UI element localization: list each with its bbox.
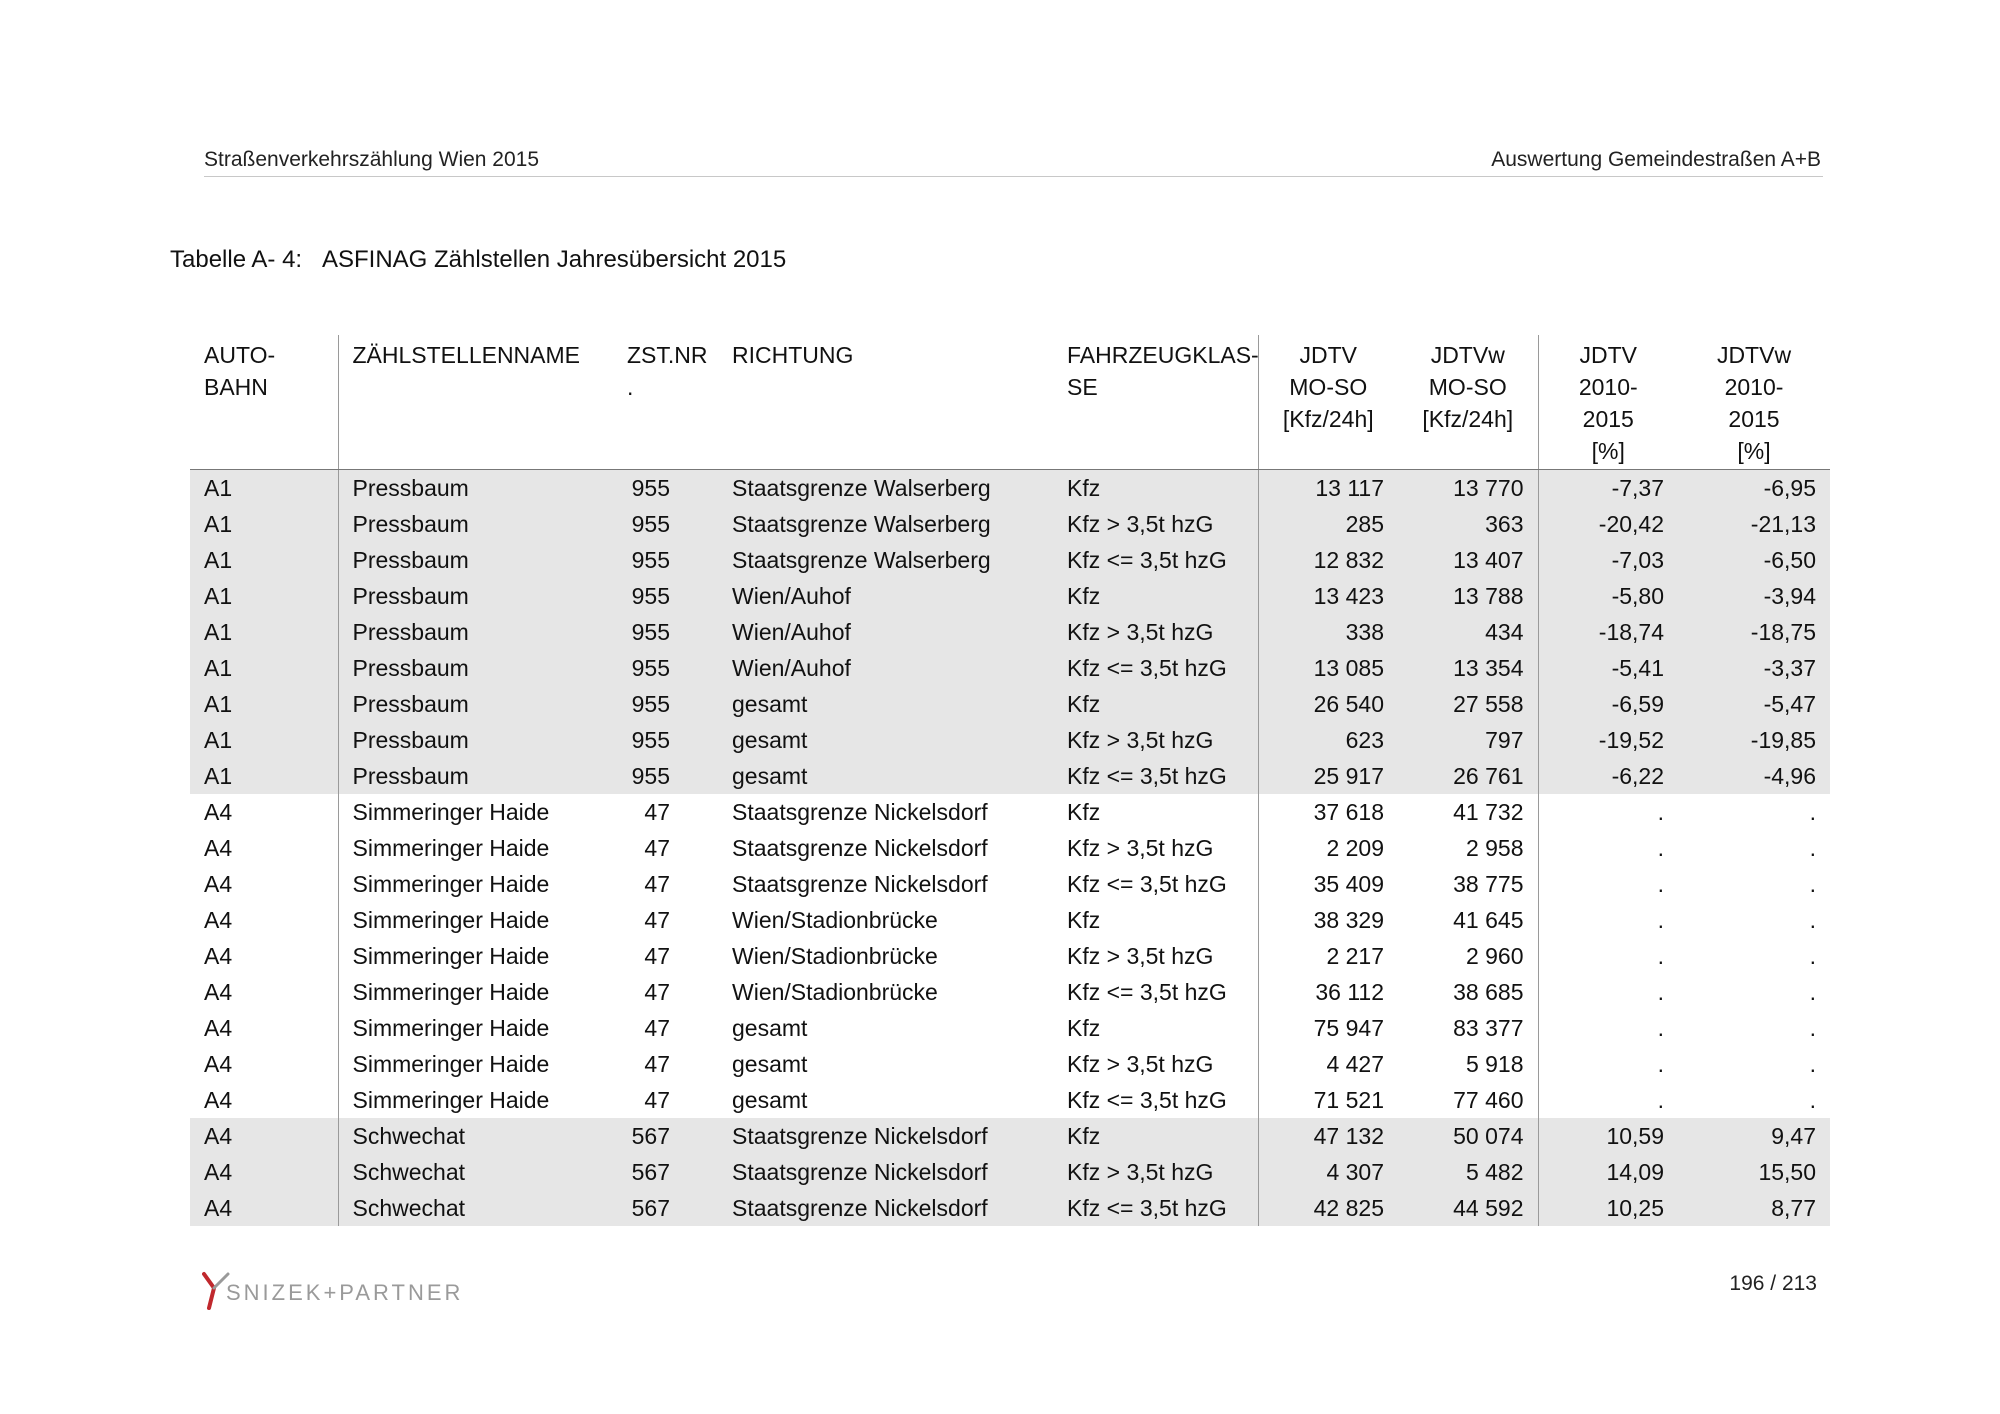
cell-jdtvw-change: -6,95 bbox=[1678, 470, 1830, 507]
cell-richtung: Staatsgrenze Walserberg bbox=[718, 506, 1053, 542]
cell-fahrzeugklasse: Kfz bbox=[1053, 686, 1258, 722]
cell-fahrzeugklasse: Kfz > 3,5t hzG bbox=[1053, 1154, 1258, 1190]
table-row bbox=[190, 866, 1830, 902]
cell-zst-nr: 47 bbox=[644, 978, 670, 1005]
cell-zaehlstelle: Simmeringer Haide bbox=[338, 938, 613, 974]
table-header-row bbox=[190, 335, 1830, 470]
cell-jdtv-change: -7,03 bbox=[1538, 542, 1678, 578]
cell-jdtv-change: -6,59 bbox=[1538, 686, 1678, 722]
table-caption bbox=[170, 246, 786, 274]
cell-jdtvw-change: -3,94 bbox=[1678, 578, 1830, 614]
cell-jdtvw: 13 407 bbox=[1398, 542, 1538, 578]
cell-jdtv-change: . bbox=[1538, 1010, 1678, 1046]
cell-jdtvw: 13 770 bbox=[1398, 470, 1538, 507]
cell-jdtv: 2 209 bbox=[1258, 830, 1398, 866]
cell-jdtvw-change: 15,50 bbox=[1678, 1154, 1830, 1190]
cell-jdtv: 75 947 bbox=[1258, 1010, 1398, 1046]
cell-richtung: Wien/Stadionbrücke bbox=[732, 978, 938, 1005]
cell-fahrzeugklasse: Kfz bbox=[1053, 578, 1258, 614]
cell-zst-nr: 955 bbox=[613, 650, 718, 686]
cell-fahrzeugklasse: Kfz bbox=[1067, 1014, 1101, 1041]
cell-jdtvw-change: . bbox=[1809, 798, 1816, 825]
cell-jdtv: 25 917 bbox=[1258, 758, 1398, 794]
col-header-autobahn: AUTO- BAHN bbox=[190, 335, 338, 470]
table-row bbox=[190, 614, 1830, 650]
cell-jdtvw: 363 bbox=[1398, 506, 1538, 542]
cell-autobahn: A1 bbox=[190, 650, 338, 686]
cell-jdtv-change: -6,22 bbox=[1538, 758, 1678, 794]
cell-autobahn: A4 bbox=[190, 1154, 338, 1190]
header-divider bbox=[204, 176, 1823, 177]
cell-jdtvw-change: -6,50 bbox=[1678, 542, 1830, 578]
table-row bbox=[190, 578, 1830, 614]
cell-jdtvw-change: -4,96 bbox=[1678, 758, 1830, 794]
table-caption-label: Tabelle A- 4: bbox=[170, 246, 303, 273]
table-row bbox=[190, 758, 1830, 794]
cell-richtung: gesamt bbox=[718, 758, 1053, 794]
col-header-richtung: RICHTUNG bbox=[718, 335, 1053, 470]
cell-zaehlstelle: Pressbaum bbox=[338, 758, 613, 794]
cell-jdtv: 285 bbox=[1258, 506, 1398, 542]
cell-jdtv-change: . bbox=[1538, 1082, 1678, 1118]
cell-jdtv: 71 521 bbox=[1258, 1082, 1398, 1118]
cell-richtung: gesamt bbox=[732, 1086, 808, 1113]
cell-jdtv-change: . bbox=[1538, 902, 1678, 938]
cell-zaehlstelle: Pressbaum bbox=[338, 578, 613, 614]
cell-richtung: Wien/Auhof bbox=[718, 650, 1053, 686]
cell-richtung: Staatsgrenze Walserberg bbox=[718, 542, 1053, 578]
cell-zst-nr: 47 bbox=[644, 1050, 670, 1077]
cell-zaehlstelle: Simmeringer Haide bbox=[338, 866, 613, 902]
cell-jdtvw-change: . bbox=[1809, 1014, 1816, 1041]
cell-jdtvw: 38 775 bbox=[1453, 870, 1524, 897]
cell-fahrzeugklasse: Kfz <= 3,5t hzG bbox=[1053, 542, 1258, 578]
traffic-count-table bbox=[190, 335, 1830, 1226]
cell-zaehlstelle: Pressbaum bbox=[338, 722, 613, 758]
cell-zaehlstelle: Pressbaum bbox=[338, 542, 613, 578]
cell-autobahn: A4 bbox=[204, 942, 233, 969]
cell-jdtvw-change: . bbox=[1809, 1086, 1816, 1113]
cell-jdtvw: 13 354 bbox=[1398, 650, 1538, 686]
cell-jdtvw-change: -5,47 bbox=[1678, 686, 1830, 722]
cell-zst-nr: 567 bbox=[613, 1190, 718, 1226]
cell-fahrzeugklasse: Kfz bbox=[1053, 470, 1258, 507]
cell-autobahn: A4 bbox=[204, 1050, 233, 1077]
logo-wordmark: SNIZEK+PARTNER bbox=[226, 1280, 464, 1305]
cell-jdtv-change: 14,09 bbox=[1538, 1154, 1678, 1190]
cell-jdtvw-change: . bbox=[1809, 906, 1816, 933]
cell-jdtv-change: -7,37 bbox=[1538, 470, 1678, 507]
cell-zst-nr: 47 bbox=[644, 906, 670, 933]
cell-richtung: Staatsgrenze Walserberg bbox=[718, 470, 1053, 507]
cell-jdtv: 35 409 bbox=[1258, 866, 1398, 902]
cell-zst-nr: 955 bbox=[613, 470, 718, 507]
cell-jdtvw-change: -3,37 bbox=[1678, 650, 1830, 686]
cell-jdtv: 38 329 bbox=[1258, 902, 1398, 938]
cell-jdtvw: 5 482 bbox=[1398, 1154, 1538, 1190]
cell-autobahn: A1 bbox=[190, 542, 338, 578]
cell-zst-nr: 955 bbox=[613, 758, 718, 794]
cell-fahrzeugklasse: Kfz > 3,5t hzG bbox=[1053, 506, 1258, 542]
cell-zst-nr: 955 bbox=[613, 686, 718, 722]
cell-zaehlstelle: Simmeringer Haide bbox=[338, 902, 613, 938]
cell-zst-nr: 47 bbox=[644, 1086, 670, 1113]
running-header-right: Auswertung Gemeindestraßen A+B bbox=[1491, 148, 1821, 171]
cell-jdtv: 47 132 bbox=[1258, 1118, 1398, 1154]
cell-zaehlstelle: Pressbaum bbox=[338, 650, 613, 686]
col-header-zaehlstellenname: ZÄHLSTELLENNAME bbox=[338, 335, 613, 470]
col-header-zst-nr: ZST.NR . bbox=[613, 335, 718, 470]
cell-jdtv: 42 825 bbox=[1258, 1190, 1398, 1226]
cell-jdtvw: 41 732 bbox=[1453, 798, 1524, 825]
cell-zst-nr: 47 bbox=[644, 834, 670, 861]
cell-zst-nr: 567 bbox=[613, 1154, 718, 1190]
table-body bbox=[190, 470, 1830, 1227]
cell-richtung: Staatsgrenze Nickelsdorf bbox=[732, 834, 988, 861]
table-row bbox=[190, 650, 1830, 686]
cell-richtung: gesamt bbox=[732, 1050, 808, 1077]
cell-jdtvw-change: . bbox=[1809, 834, 1816, 861]
cell-zaehlstelle: Simmeringer Haide bbox=[338, 794, 613, 830]
cell-richtung: Staatsgrenze Nickelsdorf bbox=[718, 1190, 1053, 1226]
cell-autobahn: A4 bbox=[204, 906, 233, 933]
cell-jdtv: 13 085 bbox=[1258, 650, 1398, 686]
cell-fahrzeugklasse: Kfz <= 3,5t hzG bbox=[1067, 870, 1227, 897]
cell-jdtv-change: . bbox=[1538, 866, 1678, 902]
table-row bbox=[190, 506, 1830, 542]
cell-jdtvw: 27 558 bbox=[1398, 686, 1538, 722]
cell-jdtvw: 50 074 bbox=[1398, 1118, 1538, 1154]
table-row bbox=[190, 1154, 1830, 1190]
cell-autobahn: A4 bbox=[204, 1014, 233, 1041]
cell-fahrzeugklasse: Kfz > 3,5t hzG bbox=[1053, 722, 1258, 758]
cell-zst-nr: 955 bbox=[613, 542, 718, 578]
page-number: 196 / 213 bbox=[1729, 1272, 1817, 1295]
cell-autobahn: A1 bbox=[190, 614, 338, 650]
cell-jdtv: 37 618 bbox=[1258, 794, 1398, 830]
cell-fahrzeugklasse: Kfz <= 3,5t hzG bbox=[1053, 650, 1258, 686]
cell-jdtv: 623 bbox=[1258, 722, 1398, 758]
cell-fahrzeugklasse: Kfz bbox=[1053, 1118, 1258, 1154]
cell-autobahn: A4 bbox=[190, 1190, 338, 1226]
cell-jdtvw: 434 bbox=[1398, 614, 1538, 650]
cell-jdtvw: 2 958 bbox=[1465, 834, 1524, 861]
cell-jdtv-change: 10,25 bbox=[1538, 1190, 1678, 1226]
cell-autobahn: A4 bbox=[204, 834, 233, 861]
cell-fahrzeugklasse: Kfz > 3,5t hzG bbox=[1067, 834, 1214, 861]
cell-autobahn: A4 bbox=[204, 1086, 233, 1113]
cell-zst-nr: 955 bbox=[613, 722, 718, 758]
cell-zaehlstelle: Schwechat bbox=[338, 1118, 613, 1154]
table-row bbox=[190, 1010, 1830, 1046]
cell-fahrzeugklasse: Kfz <= 3,5t hzG bbox=[1067, 978, 1227, 1005]
cell-zst-nr: 47 bbox=[644, 942, 670, 969]
cell-zaehlstelle: Pressbaum bbox=[338, 470, 613, 507]
cell-autobahn: A4 bbox=[204, 978, 233, 1005]
cell-jdtvw-change: 9,47 bbox=[1678, 1118, 1830, 1154]
cell-fahrzeugklasse: Kfz <= 3,5t hzG bbox=[1053, 758, 1258, 794]
cell-autobahn: A4 bbox=[190, 1118, 338, 1154]
cell-zaehlstelle: Simmeringer Haide bbox=[338, 1010, 613, 1046]
cell-autobahn: A1 bbox=[190, 506, 338, 542]
cell-jdtvw: 2 960 bbox=[1465, 942, 1524, 969]
cell-jdtv: 13 117 bbox=[1258, 470, 1398, 507]
cell-jdtv-change: . bbox=[1538, 830, 1678, 866]
cell-jdtv-change: . bbox=[1538, 974, 1678, 1010]
table-row bbox=[190, 938, 1830, 974]
cell-jdtv-change: -5,80 bbox=[1538, 578, 1678, 614]
cell-fahrzeugklasse: Kfz <= 3,5t hzG bbox=[1067, 1086, 1227, 1113]
cell-fahrzeugklasse: Kfz > 3,5t hzG bbox=[1053, 614, 1258, 650]
cell-jdtvw-change: -18,75 bbox=[1678, 614, 1830, 650]
cell-richtung: gesamt bbox=[718, 686, 1053, 722]
cell-zst-nr: 567 bbox=[613, 1118, 718, 1154]
cell-richtung: Staatsgrenze Nickelsdorf bbox=[732, 870, 988, 897]
cell-zaehlstelle: Simmeringer Haide bbox=[338, 1046, 613, 1082]
cell-jdtvw: 26 761 bbox=[1398, 758, 1538, 794]
cell-zaehlstelle: Schwechat bbox=[338, 1190, 613, 1226]
cell-jdtv: 36 112 bbox=[1258, 974, 1398, 1010]
cell-zaehlstelle: Schwechat bbox=[338, 1154, 613, 1190]
cell-zaehlstelle: Simmeringer Haide bbox=[338, 830, 613, 866]
cell-jdtvw-change: . bbox=[1809, 870, 1816, 897]
cell-jdtv-change: -20,42 bbox=[1538, 506, 1678, 542]
cell-zaehlstelle: Pressbaum bbox=[338, 506, 613, 542]
cell-jdtv: 338 bbox=[1258, 614, 1398, 650]
cell-jdtvw: 83 377 bbox=[1453, 1014, 1524, 1041]
cell-zaehlstelle: Pressbaum bbox=[338, 686, 613, 722]
cell-richtung: Staatsgrenze Nickelsdorf bbox=[732, 798, 988, 825]
table-row bbox=[190, 542, 1830, 578]
cell-jdtv: 4 427 bbox=[1258, 1046, 1398, 1082]
cell-jdtv: 26 540 bbox=[1258, 686, 1398, 722]
cell-jdtv-change: 10,59 bbox=[1538, 1118, 1678, 1154]
cell-jdtv-change: . bbox=[1538, 794, 1678, 830]
cell-jdtvw: 13 788 bbox=[1398, 578, 1538, 614]
cell-jdtvw: 41 645 bbox=[1453, 906, 1524, 933]
cell-richtung: Wien/Stadionbrücke bbox=[732, 906, 938, 933]
col-header-fahrzeugklasse: FAHRZEUGKLAS- SE bbox=[1053, 335, 1258, 470]
cell-jdtvw-change: . bbox=[1809, 1050, 1816, 1077]
cell-zst-nr: 955 bbox=[613, 614, 718, 650]
cell-jdtvw-change: . bbox=[1809, 978, 1816, 1005]
table-row bbox=[190, 1082, 1830, 1118]
table-row bbox=[190, 902, 1830, 938]
cell-richtung: gesamt bbox=[732, 1014, 808, 1041]
cell-jdtvw: 38 685 bbox=[1453, 978, 1524, 1005]
cell-autobahn: A1 bbox=[190, 722, 338, 758]
table-row bbox=[190, 686, 1830, 722]
cell-fahrzeugklasse: Kfz > 3,5t hzG bbox=[1067, 1050, 1214, 1077]
cell-autobahn: A4 bbox=[204, 870, 233, 897]
cell-fahrzeugklasse: Kfz > 3,5t hzG bbox=[1067, 942, 1214, 969]
cell-zaehlstelle: Simmeringer Haide bbox=[338, 1082, 613, 1118]
cell-jdtv-change: . bbox=[1538, 938, 1678, 974]
cell-jdtvw-change: -21,13 bbox=[1678, 506, 1830, 542]
cell-jdtvw-change: . bbox=[1809, 942, 1816, 969]
cell-zst-nr: 47 bbox=[644, 870, 670, 897]
cell-autobahn: A1 bbox=[190, 470, 338, 507]
cell-jdtv: 2 217 bbox=[1258, 938, 1398, 974]
table-row bbox=[190, 794, 1830, 830]
cell-fahrzeugklasse: Kfz <= 3,5t hzG bbox=[1053, 1190, 1258, 1226]
cell-zst-nr: 47 bbox=[644, 798, 670, 825]
running-header-left: Straßenverkehrszählung Wien 2015 bbox=[204, 148, 540, 171]
table-row bbox=[190, 1118, 1830, 1154]
cell-jdtv-change: -5,41 bbox=[1538, 650, 1678, 686]
cell-jdtvw-change: 8,77 bbox=[1678, 1190, 1830, 1226]
col-header-jdtvw: JDTVw MO-SO [Kfz/24h] bbox=[1398, 335, 1538, 470]
cell-richtung: Staatsgrenze Nickelsdorf bbox=[718, 1118, 1053, 1154]
cell-jdtvw: 77 460 bbox=[1453, 1086, 1524, 1113]
cell-richtung: Wien/Auhof bbox=[718, 578, 1053, 614]
cell-jdtvw: 797 bbox=[1398, 722, 1538, 758]
cell-jdtv: 4 307 bbox=[1258, 1154, 1398, 1190]
cell-fahrzeugklasse: Kfz bbox=[1067, 798, 1101, 825]
cell-zst-nr: 955 bbox=[613, 506, 718, 542]
table-row bbox=[190, 1190, 1830, 1226]
table-row bbox=[190, 722, 1830, 758]
cell-richtung: gesamt bbox=[718, 722, 1053, 758]
cell-jdtv: 13 423 bbox=[1258, 578, 1398, 614]
cell-autobahn: A1 bbox=[190, 758, 338, 794]
cell-jdtv-change: -18,74 bbox=[1538, 614, 1678, 650]
cell-fahrzeugklasse: Kfz bbox=[1067, 906, 1101, 933]
cell-jdtvw: 44 592 bbox=[1398, 1190, 1538, 1226]
col-header-jdtvw-change: JDTVw 2010- 2015 [%] bbox=[1678, 335, 1830, 470]
cell-autobahn: A1 bbox=[190, 686, 338, 722]
cell-richtung: Wien/Auhof bbox=[718, 614, 1053, 650]
table-row bbox=[190, 974, 1830, 1010]
cell-zaehlstelle: Pressbaum bbox=[338, 614, 613, 650]
cell-zst-nr: 955 bbox=[613, 578, 718, 614]
cell-jdtvw: 5 918 bbox=[1465, 1050, 1524, 1077]
cell-richtung: Wien/Stadionbrücke bbox=[732, 942, 938, 969]
table-row bbox=[190, 830, 1830, 866]
cell-jdtv-change: -19,52 bbox=[1538, 722, 1678, 758]
cell-autobahn: A4 bbox=[204, 798, 233, 825]
table-caption-title: ASFINAG Zählstellen Jahresübersicht 2015 bbox=[322, 246, 787, 273]
cell-jdtv-change: . bbox=[1538, 1046, 1678, 1082]
cell-zaehlstelle: Simmeringer Haide bbox=[338, 974, 613, 1010]
cell-zst-nr: 47 bbox=[644, 1014, 670, 1041]
cell-autobahn: A1 bbox=[190, 578, 338, 614]
table-row bbox=[190, 1046, 1830, 1082]
cell-jdtvw-change: -19,85 bbox=[1678, 722, 1830, 758]
cell-jdtv: 12 832 bbox=[1258, 542, 1398, 578]
cell-richtung: Staatsgrenze Nickelsdorf bbox=[718, 1154, 1053, 1190]
col-header-jdtv-change: JDTV 2010- 2015 [%] bbox=[1538, 335, 1678, 470]
table-row bbox=[190, 470, 1830, 507]
col-header-jdtv: JDTV MO-SO [Kfz/24h] bbox=[1258, 335, 1398, 470]
